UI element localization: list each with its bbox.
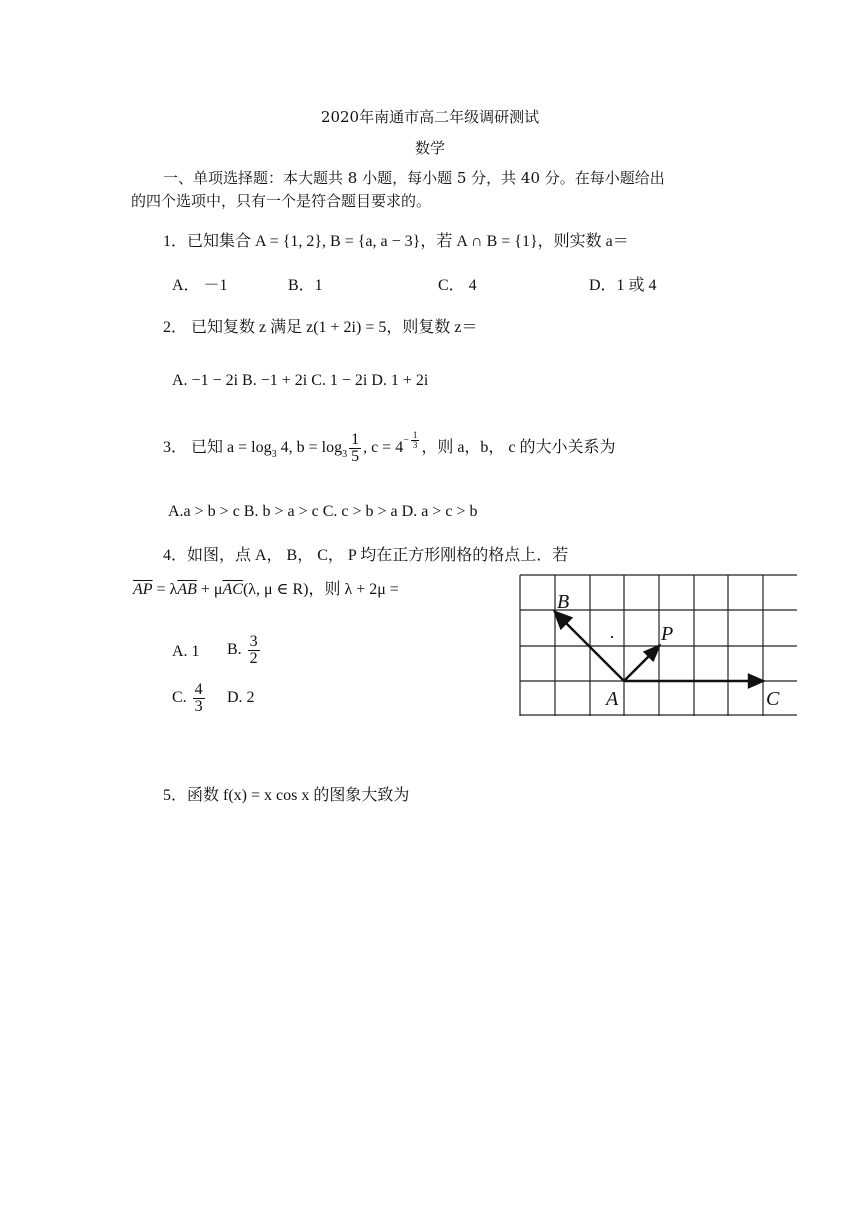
q3-frac-num: 1	[351, 430, 360, 448]
q4-mid1: = λ	[152, 581, 178, 598]
q3-stem-a: 已知 a = log	[191, 439, 272, 456]
q3-fraction	[349, 432, 361, 465]
q3-exp-den: 3	[412, 440, 418, 451]
question-4-stem-line1: 4．如图，点 A， B， C， P 均在正方形刚格的格点上．若	[163, 547, 569, 564]
vector-ac: $\overline{AC}$	[222, 581, 243, 598]
q3-exponent: − 1 3	[403, 430, 418, 451]
q4-option-c-label: C.	[172, 689, 187, 706]
label-b: B	[557, 591, 570, 613]
label-a: A	[606, 688, 619, 710]
q1-option-d: D．1 或 4	[589, 277, 657, 294]
label-p: P	[661, 623, 674, 645]
section-heading-line1: 一、单项选择题：本大题共 8 小题，每小题 5 分，共 40 分。在每小题给出	[163, 169, 665, 187]
q3-number: 3．	[163, 439, 188, 456]
q4-option-c-den: 3	[194, 697, 203, 715]
q1-option-b: B．1	[288, 277, 323, 294]
question-2-stem: 2． 已知复数 z 满足 z(1 + 2i) = 5，则复数 z＝	[163, 319, 478, 336]
exam-title: 2020年南通市高二年级调研测试	[320, 108, 540, 126]
q3-base-a: 3	[271, 449, 277, 460]
q4-option-b-frac	[248, 634, 260, 667]
question-3-stem	[163, 430, 616, 468]
q3-c-part: , c = 4	[363, 439, 404, 456]
q4-option-d: D. 2	[227, 689, 255, 706]
q3-frac-den: 5	[351, 447, 360, 465]
q4-option-c-num: 4	[194, 680, 203, 698]
q4-mid2: + μ	[196, 581, 223, 598]
q3-arg-a: 4, b = log	[276, 439, 343, 456]
q3-base-b: 3	[342, 449, 348, 460]
q4-option-c	[172, 678, 207, 718]
q4-option-b-den: 2	[249, 649, 258, 667]
q4-option-a: A. 1	[172, 643, 200, 660]
vector-ab: $\overline{AB}$	[177, 581, 197, 598]
section-heading-line2: 的四个选项中，只有一个是符合题目要求的。	[131, 192, 432, 210]
q2-options: A. −1 − 2i B. −1 + 2i C. 1 − 2i D. 1 + 2i	[172, 372, 429, 389]
subject-title: 数学	[414, 139, 445, 157]
q4-option-b	[227, 630, 262, 670]
grid-dot	[611, 636, 613, 638]
q4-option-b-label: B.	[227, 641, 242, 658]
q1-option-a: A． －1	[172, 277, 228, 294]
q4-option-c-frac	[193, 682, 205, 715]
vector-ap: $\overline{AP}$	[133, 581, 153, 598]
q1-option-c: C． 4	[438, 277, 477, 294]
q4-option-b-num: 3	[249, 632, 258, 650]
question-1-stem: 1．已知集合 A = {1, 2}, B = {a, a − 3}，若 A ∩ B = {1}，则实数 a＝	[163, 233, 629, 250]
question-4-stem-line2	[133, 580, 399, 600]
q3-options: A.a > b > c B. b > a > c C. c > b > a D. a > c > b	[168, 503, 478, 520]
arrowhead-c	[749, 675, 763, 687]
q3-tail: ，则 a，b， c 的大小关系为	[421, 439, 616, 456]
q3-exp-num: 1	[412, 430, 418, 441]
question-5-stem: 5．函数 f(x) = x cos x 的图象大致为	[163, 787, 410, 804]
vector-grid-figure	[519, 574, 797, 716]
q3-exp-frac	[411, 431, 420, 450]
q4-tail: (λ, μ ∈ R)，则 λ + 2μ =	[242, 581, 399, 598]
label-c: C	[766, 688, 780, 710]
vector-ab-line	[560, 617, 624, 681]
